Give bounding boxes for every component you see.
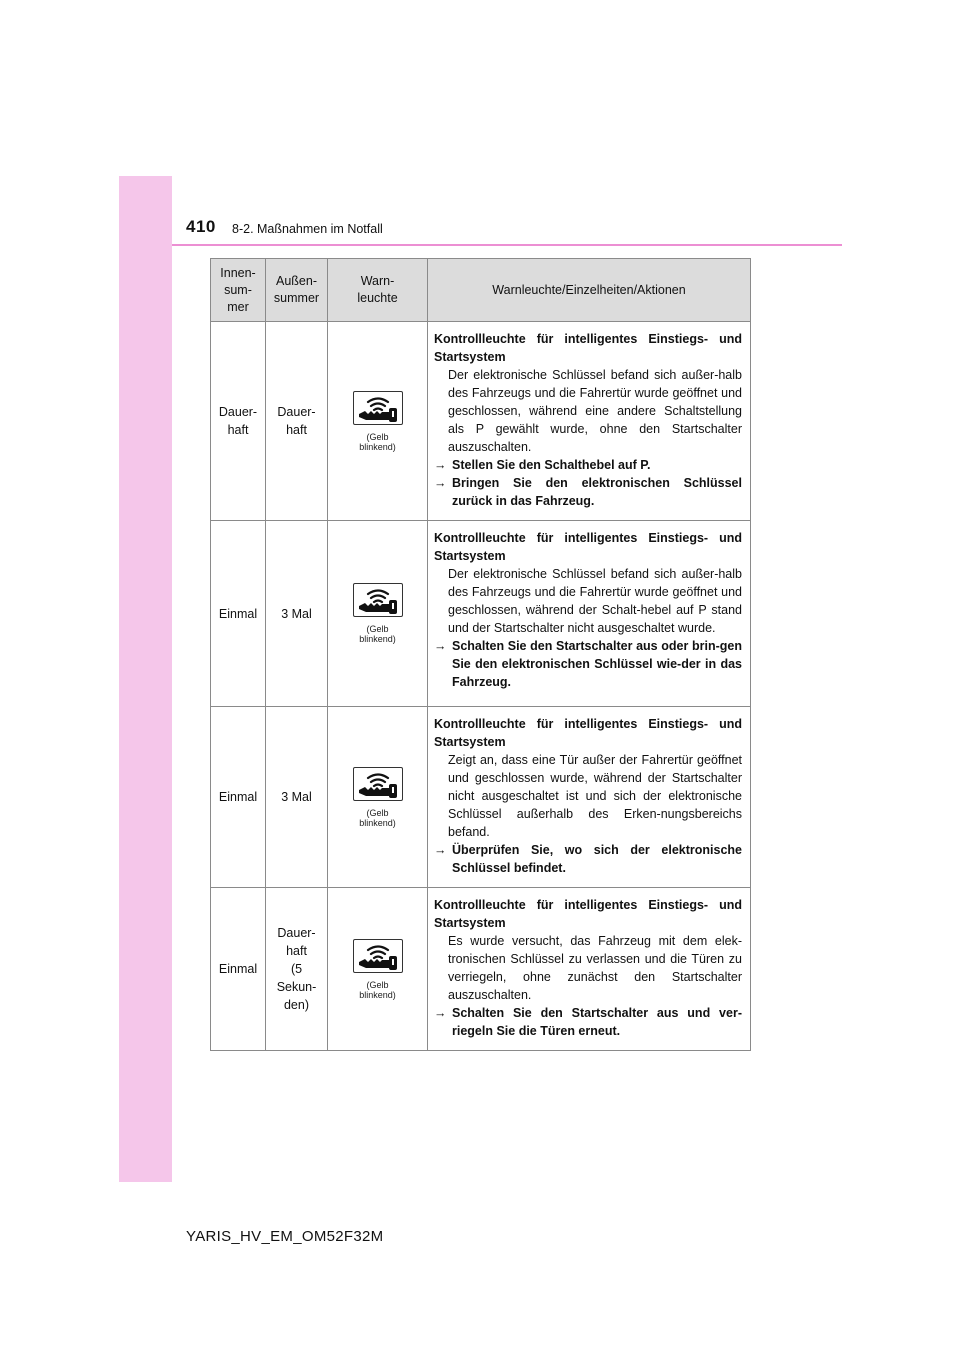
table-row bbox=[211, 707, 751, 888]
side-tab-band bbox=[119, 176, 172, 1182]
table-header-row bbox=[211, 259, 751, 322]
row-heading: Kontrollleuchte für intelligentes Einstiegs- und Startsystem bbox=[434, 717, 742, 749]
table-row bbox=[211, 322, 751, 521]
inner-buzzer-cell bbox=[211, 521, 266, 707]
smart-key-indicator-icon bbox=[353, 391, 403, 425]
outer-buzzer-value: Dauer- haft bbox=[277, 405, 316, 437]
row-description: Zeigt an, dass eine Tür außer der Fahrertür geöffnet und geschlossen wurde, während der Startschalter nicht ausgeschaltet ist und sich der elektronische Schlüssel außerhalb des Erken-nungsbereichs befand. bbox=[448, 753, 742, 839]
arrow-icon: → bbox=[434, 458, 447, 472]
outer-buzzer-value: Dauer- haft (5 Sekun- den) bbox=[276, 926, 317, 1012]
smart-key-indicator-icon bbox=[353, 767, 403, 801]
inner-buzzer-cell bbox=[211, 707, 266, 888]
outer-buzzer-cell bbox=[266, 707, 328, 888]
column-header-inner-buzzer: Innen- sum- mer bbox=[211, 259, 266, 322]
details-cell bbox=[428, 707, 751, 888]
row-heading: Kontrollleuchte für intelligentes Einstiegs- und Startsystem bbox=[434, 531, 742, 563]
outer-buzzer-value: 3 Mal bbox=[281, 790, 312, 804]
outer-buzzer-cell bbox=[266, 888, 328, 1051]
outer-buzzer-cell bbox=[266, 322, 328, 521]
column-header-outer-buzzer: Außen- summer bbox=[266, 259, 328, 322]
arrow-icon: → bbox=[434, 639, 447, 653]
icon-caption: (Gelb blinkend) bbox=[359, 807, 396, 828]
warning-light-cell bbox=[328, 707, 428, 888]
icon-caption: (Gelb blinkend) bbox=[359, 624, 396, 644]
action-text: Bringen Sie den elektronischen Schlüssel zurück in das Fahrzeug. bbox=[452, 476, 742, 508]
action-text: Überprüfen Sie, wo sich der elektronische Schlüssel befindet. bbox=[452, 843, 742, 875]
smart-key-indicator-icon bbox=[353, 583, 403, 617]
inner-buzzer-value: Einmal bbox=[218, 606, 258, 621]
row-description: Der elektronische Schlüssel befand sich außer-halb des Fahrzeugs und die Fahrertür wurde geöffnet und geschlossen, während der Schalt-hebel auf P stand und der Startschalter nicht ausgeschaltet wurde. bbox=[448, 567, 742, 635]
icon-caption: (Gelb blinkend) bbox=[359, 431, 396, 452]
row-description: Es wurde versucht, das Fahrzeug mit dem elek-tronischen Schlüssel zu verlassen und die Türen zu verriegeln, ohne zunächst den Startschalter auszuschalten. bbox=[448, 934, 742, 1002]
smart-key-indicator-icon bbox=[353, 939, 403, 973]
document-code: YARIS_HV_EM_OM52F32M bbox=[186, 1228, 384, 1245]
details-cell bbox=[428, 888, 751, 1051]
header-divider bbox=[172, 244, 842, 246]
inner-buzzer-value: Einmal bbox=[218, 790, 258, 804]
warning-light-cell bbox=[328, 322, 428, 521]
warning-table bbox=[210, 258, 750, 1051]
details-cell bbox=[428, 521, 751, 707]
inner-buzzer-cell bbox=[211, 322, 266, 521]
arrow-icon: → bbox=[434, 1006, 447, 1020]
action-item bbox=[434, 456, 742, 474]
row-heading: Kontrollleuchte für intelligentes Einstiegs- und Startsystem bbox=[434, 898, 742, 930]
action-item bbox=[434, 841, 742, 877]
column-header-details: Warnleuchte/Einzelheiten/Aktionen bbox=[428, 259, 751, 322]
outer-buzzer-cell bbox=[266, 521, 328, 707]
warning-light-cell bbox=[328, 888, 428, 1051]
action-text: Stellen Sie den Schalthebel auf P. bbox=[452, 458, 651, 472]
inner-buzzer-value: Dauer- haft bbox=[218, 405, 258, 437]
inner-buzzer-value: Einmal bbox=[218, 962, 258, 976]
warning-light-cell bbox=[328, 521, 428, 707]
table-row bbox=[211, 888, 751, 1051]
row-heading: Kontrollleuchte für intelligentes Einstiegs- und Startsystem bbox=[434, 332, 742, 364]
details-cell bbox=[428, 322, 751, 521]
action-text: Schalten Sie den Startschalter aus oder brin-gen Sie den elektronischen Schlüssel wie-der in das Fahrzeug. bbox=[452, 639, 742, 689]
row-description: Der elektronische Schlüssel befand sich außer-halb des Fahrzeugs und die Fahrertür wurde geöffnet und geschlossen, während eine andere Schaltstellung als P gewählt wurde, ohne den Startschalter auszuschalten. bbox=[448, 368, 742, 454]
outer-buzzer-value: 3 Mal bbox=[281, 606, 312, 621]
action-item bbox=[434, 1004, 742, 1040]
action-text: Schalten Sie den Startschalter aus und ver-riegeln Sie die Türen erneut. bbox=[452, 1006, 742, 1038]
arrow-icon: → bbox=[434, 476, 447, 490]
section-title: 8-2. Maßnahmen im Notfall bbox=[232, 222, 383, 236]
arrow-icon: → bbox=[434, 843, 447, 857]
inner-buzzer-cell bbox=[211, 888, 266, 1051]
action-item bbox=[434, 637, 742, 691]
page-number: 410 bbox=[186, 217, 216, 236]
column-header-warning-light: Warn- leuchte bbox=[328, 259, 428, 322]
icon-caption: (Gelb blinkend) bbox=[359, 979, 396, 1000]
action-item bbox=[434, 474, 742, 510]
table-row bbox=[211, 521, 751, 707]
